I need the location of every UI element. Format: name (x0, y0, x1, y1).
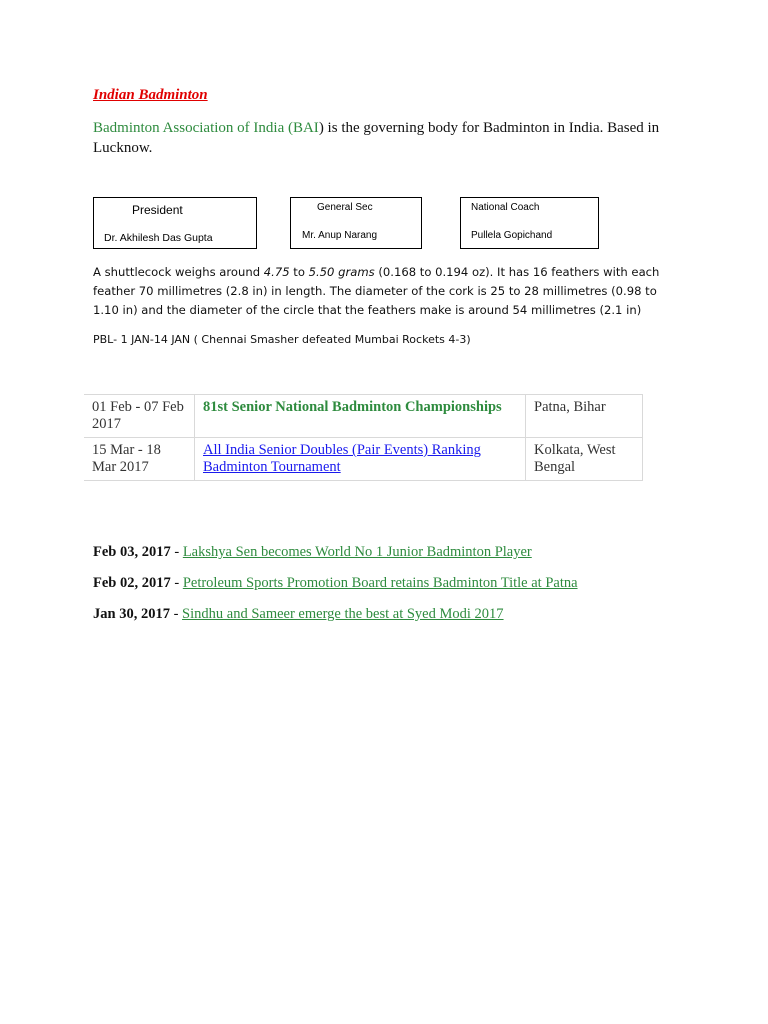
general-sec-name: Mr. Anup Narang (302, 230, 378, 241)
general-sec-box (290, 197, 422, 249)
table-row (84, 395, 643, 438)
intro-text: ) is the governing body for Badminton in India. Based in Lucknow. (93, 120, 660, 156)
event-name (195, 395, 526, 438)
event-title-national: 81st Senior National Badminton Championships (203, 399, 502, 415)
national-coach-box (460, 197, 599, 249)
general-sec-label: General Sec (317, 202, 373, 213)
event-name (195, 438, 526, 481)
news-date: Feb 02, 2017 (93, 575, 171, 591)
shuttle-text-1: A shuttlecock weighs around (93, 265, 264, 279)
shuttlecock-paragraph (93, 263, 663, 320)
intro-paragraph (93, 118, 683, 158)
event-date: 15 Mar - 18 Mar 2017 (84, 438, 195, 481)
event-date: 01 Feb - 07 Feb 2017 (84, 395, 195, 438)
news-link[interactable]: Sindhu and Sameer emerge the best at Syed Modi 2017 (182, 606, 504, 622)
shuttle-text-3: (0.168 to 0.194 oz). It has 16 feathers with each feather 70 millimetres (2.8 in) in length. The diameter of the cork is 25 to 28 millimetres (0.98 to 1.10 in) and the diameter of the circle that the feathers make is around 54 millimetres (2.1 in) (93, 265, 660, 317)
news-link[interactable]: Petroleum Sports Promotion Board retains Badminton Title at Patna (182, 575, 578, 591)
news-item (93, 575, 578, 592)
event-venue: Patna, Bihar (526, 395, 643, 438)
bai-org-name: Badminton Association of India (BAI (93, 120, 319, 136)
president-label: President (132, 203, 183, 217)
news-link[interactable]: Lakshya Sen becomes World No 1 Junior Badminton Player (182, 544, 532, 560)
pbl-note: PBL- 1 JAN-14 JAN ( Chennai Smasher defeated Mumbai Rockets 4-3) (93, 333, 471, 346)
news-item (93, 606, 504, 623)
shuttle-weight-max: 5.50 grams (308, 265, 375, 279)
table-row (84, 438, 643, 481)
events-table (84, 394, 643, 481)
event-venue: Kolkata, West Bengal (526, 438, 643, 481)
event-link-doubles[interactable]: All India Senior Doubles (Pair Events) Ranking Badminton Tournament (203, 442, 481, 475)
national-coach-label: National Coach (471, 202, 540, 213)
news-separator: - (169, 606, 183, 622)
page-title: Indian Badminton (93, 87, 208, 103)
news-date: Feb 03, 2017 (93, 544, 171, 560)
shuttle-weight-min: 4.75 (263, 265, 290, 279)
president-name: Dr. Akhilesh Das Gupta (104, 232, 213, 244)
national-coach-name: Pullela Gopichand (471, 230, 553, 241)
news-date: Jan 30, 2017 (93, 606, 170, 622)
president-box (93, 197, 257, 249)
news-separator: - (170, 544, 183, 560)
news-separator: - (170, 575, 183, 591)
news-item (93, 544, 532, 561)
shuttle-text-2: to (289, 265, 309, 279)
